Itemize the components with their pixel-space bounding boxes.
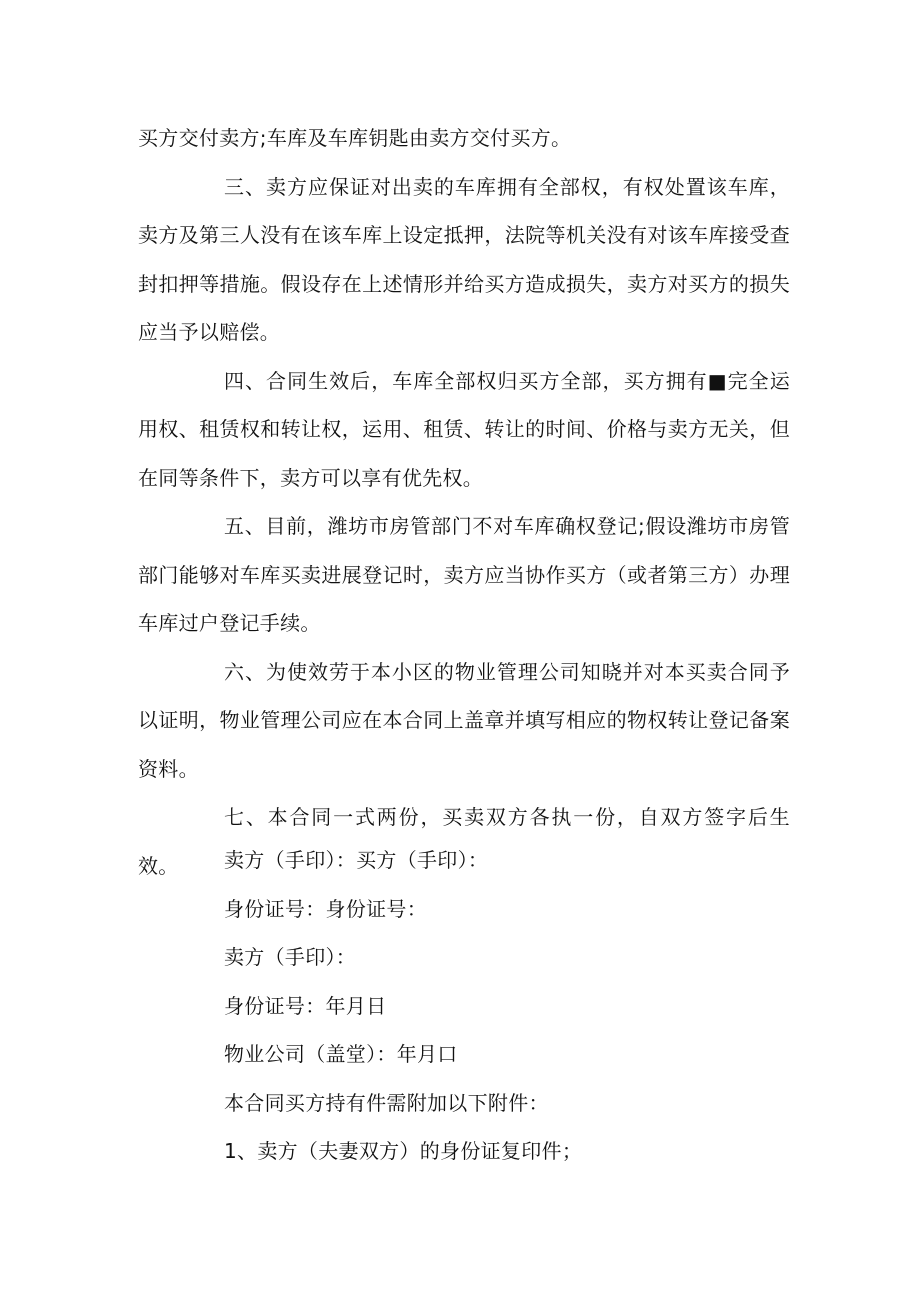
clause-five: 五、目前，潍坊市房管部门不对车库确权登记;假设潍坊市房管部门能够对车库买卖进展登记时，卖方应当协作买方（或者第三方）办理车库过户登记手续。 xyxy=(138,514,790,635)
id-date-line: 身份证号：年月日 xyxy=(224,993,387,1018)
attachment-item-1: 1、卖方（夫妻双方）的身份证复印件； xyxy=(224,1139,583,1163)
id-number-line: 身份证号：身份证号： xyxy=(224,896,427,921)
clause-three: 三、卖方应保证对出卖的车库拥有全部权，有权处置该车库，卖方及第三人没有在该车库上设定抵押，法院等机关没有对该车库接受查封扣押等措施。假设存在上述情形并给买方造成损失，卖方对买方的损失应当予以赔偿。 xyxy=(138,174,790,344)
clause-seven: 七、本合同一式两份，买卖双方各执一份，自双方签字后生效。 xyxy=(138,805,790,878)
attachments-heading: 本合同买方持有件需附加以下附件： xyxy=(224,1090,549,1115)
contract-body xyxy=(138,114,790,890)
clause-four: 四、合同生效后，车库全部权归买方全部，买方拥有■完全运用权、租赁权和转让权，运用、租赁、转让的时间、价格与卖方无关，但在同等条件下，卖方可以享有优先权。 xyxy=(138,368,790,490)
property-company-seal-line: 物业公司（盖堂）：年月口 xyxy=(224,1042,458,1066)
paragraph-continuation: 买方交付卖方;车库及车库钥匙由卖方交付买方。 xyxy=(138,126,572,150)
seller-fingerprint-line: 卖方（手印）： xyxy=(224,945,357,969)
clause-six: 六、为使效劳于本小区的物业管理公司知晓并对本买卖合同予以证明，物业管理公司应在本合同上盖章并填写相应的物权转让登记备案资料。 xyxy=(138,659,790,781)
seller-buyer-fingerprint-line: 卖方（手印）：买方（手印）： xyxy=(224,848,489,872)
signature-section xyxy=(138,836,790,1176)
